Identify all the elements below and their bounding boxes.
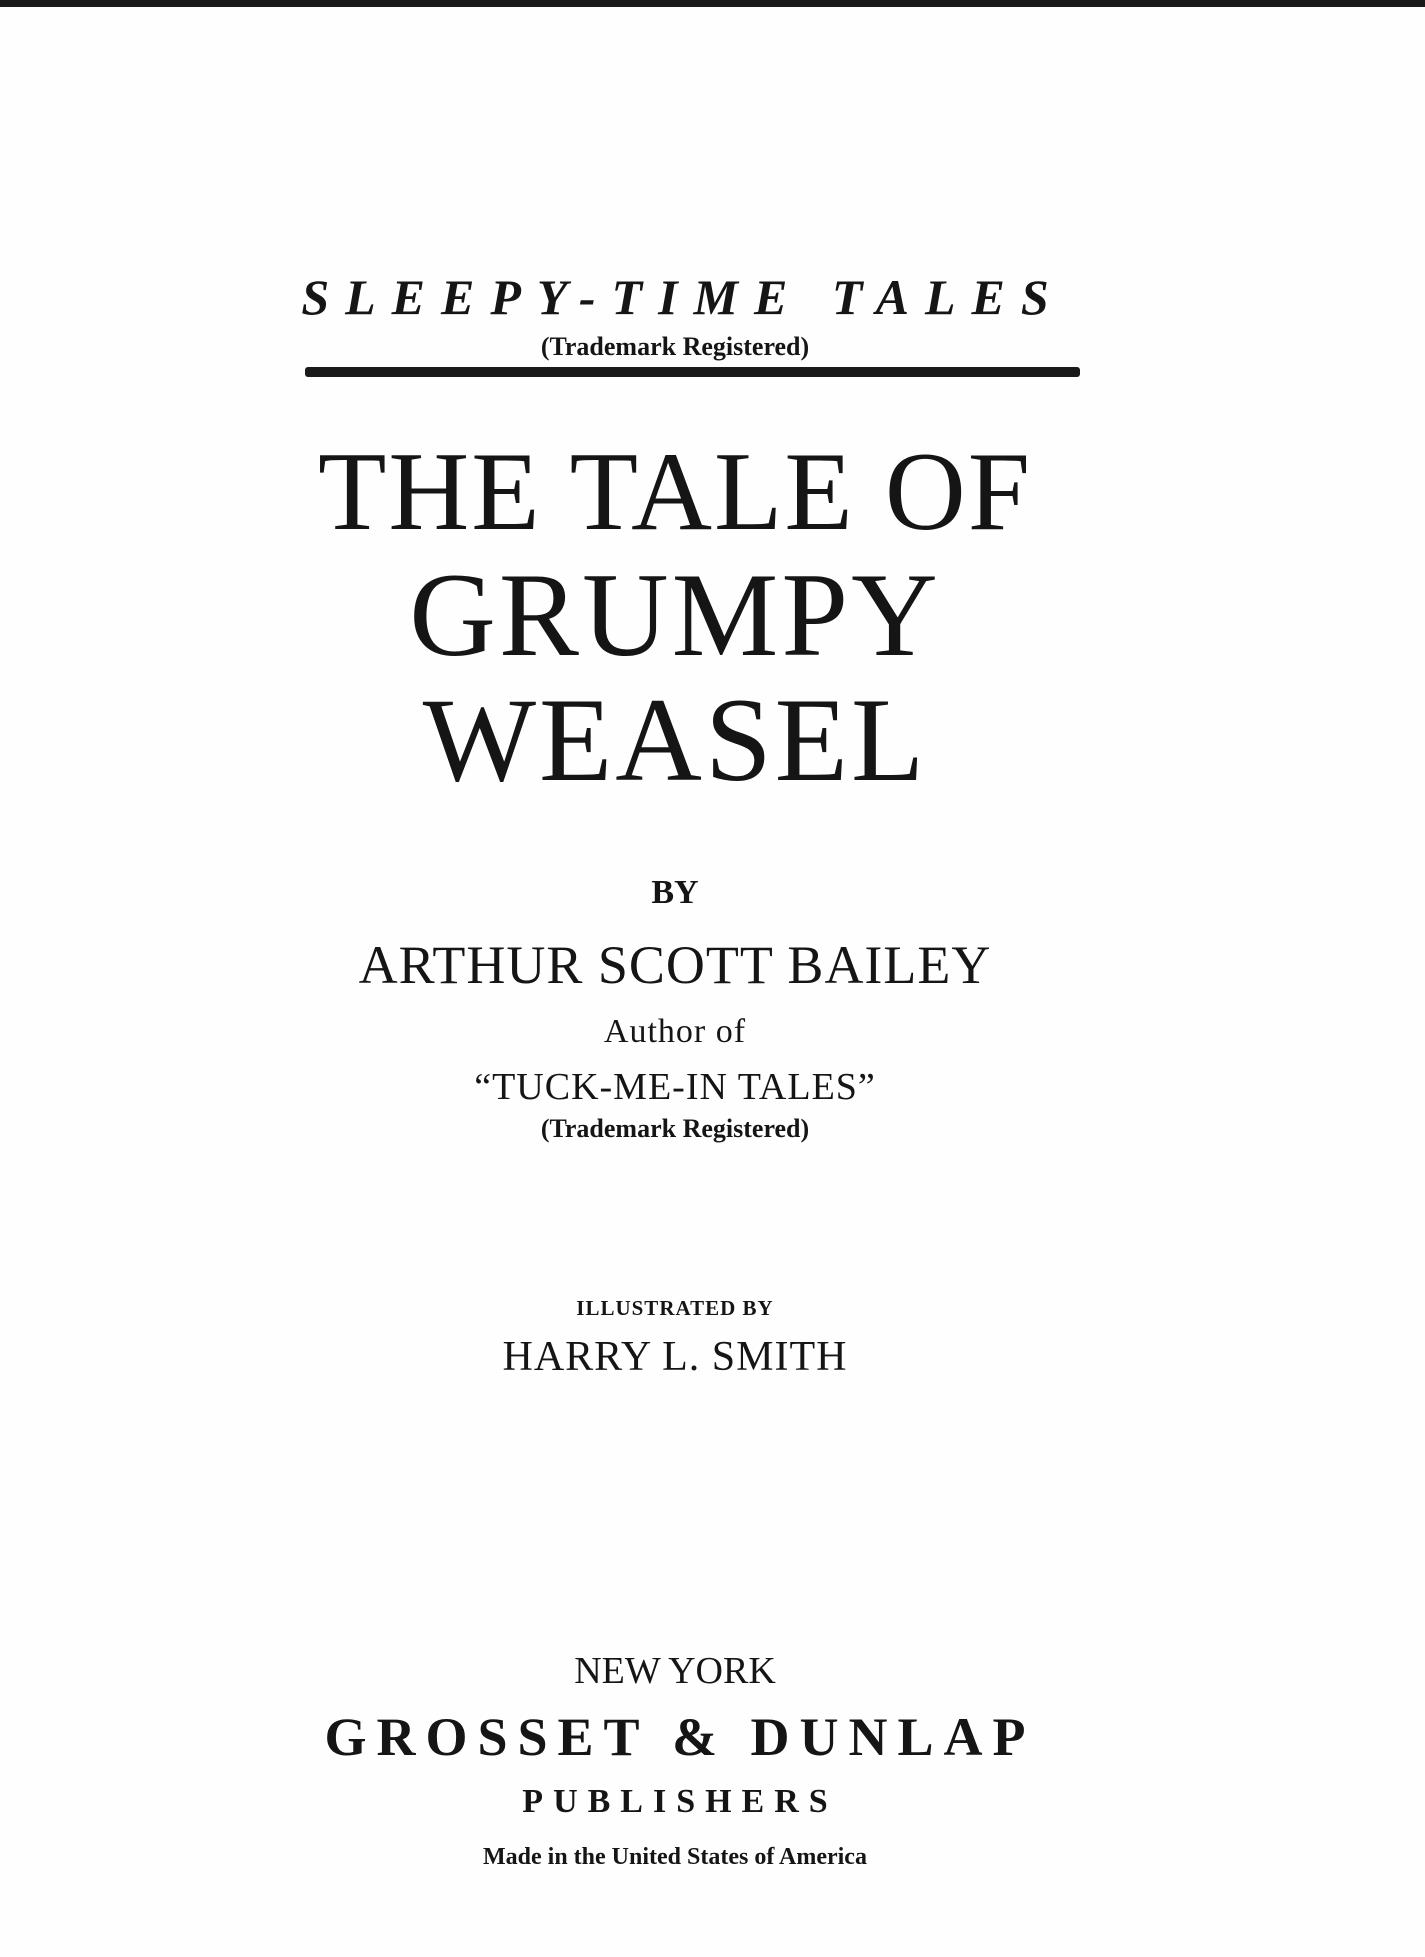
made-in-note: Made in the United States of America [483,1844,867,1870]
publisher-name: GROSSET & DUNLAP [324,1707,1036,1767]
publishers-label: PUBLISHERS [522,1783,838,1820]
top-rule [0,0,1425,7]
other-work-title: “TUCK-ME-IN TALES” [474,1066,876,1108]
series-title: SLEEPY-TIME TALES [301,269,1065,325]
book-title-line-3: WEASEL [422,673,928,806]
illustrated-by-label: ILLUSTRATED BY [576,1296,774,1320]
illustrator-name: HARRY L. SMITH [502,1334,848,1380]
author-name: ARTHUR SCOTT BAILEY [358,935,992,995]
by-label: BY [651,874,699,911]
publisher-city: NEW YORK [574,1650,776,1692]
author-of-label: Author of [603,1013,747,1050]
series-divider [305,367,1080,377]
book-title-line-2: GRUMPY [409,548,941,681]
series-trademark-note: (Trademark Registered) [540,332,810,361]
book-title-line-1: THE TALE OF [317,430,1032,554]
other-work-trademark-note: (Trademark Registered) [540,1114,810,1143]
